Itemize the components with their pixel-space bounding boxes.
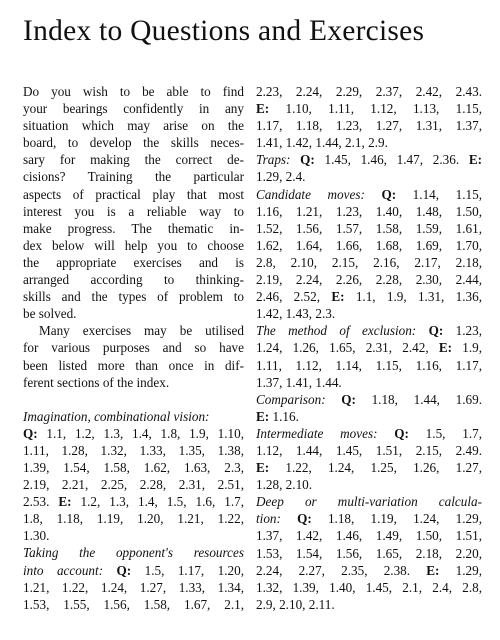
section-heading: Candidate moves: (256, 186, 365, 202)
text-line: dex below will help you to choose (23, 237, 244, 253)
index-section-deep-calculation (256, 493, 482, 613)
questions-label: Q: (297, 511, 312, 527)
index-line (23, 562, 244, 579)
index-line (256, 391, 482, 408)
index-line: 1.28, 2.10. (256, 477, 313, 493)
exercise-refs: 1.10, 1.11, 1.12, 1.13, 1.15, (269, 101, 482, 117)
text-line: your bearings confidently in any (23, 101, 244, 117)
index-line (256, 100, 482, 117)
index-section-intermediate-moves (256, 425, 482, 493)
question-refs: 1.23, (443, 323, 483, 339)
exercises-label: E: (256, 101, 270, 117)
page-title: Index to Questions and Exercises (23, 15, 425, 47)
questions-label: Q: (381, 186, 397, 202)
text-line: Do you wish to be able to find (23, 84, 244, 99)
text-line: skills and the types of problem to (23, 289, 244, 305)
index-line: 1.12, 1.44, 1.45, 1.51, 2.15, 2.49. (256, 442, 482, 458)
question-refs: 2.46, 2.52, (256, 289, 332, 305)
text-line: sary for making the correct de- (23, 152, 244, 168)
index-line (256, 339, 482, 356)
questions-label: Q: (116, 562, 132, 578)
exercise-refs: 1.16. (269, 408, 299, 424)
index-line: 1.62, 1.64, 1.66, 1.68, 1.69, 1.70, (256, 237, 482, 253)
section-heading: Deep or multi-variation calcula- (256, 494, 482, 510)
index-line (23, 425, 244, 442)
index-line: 2.8, 2.10, 2.15, 2.16, 2.17, 2.18, (256, 254, 482, 270)
index-line (256, 425, 482, 442)
text-line: Many exercises may be utilised (39, 323, 244, 339)
text-line: cisions? Training the particular (23, 169, 244, 185)
index-line: 1.32, 1.39, 1.40, 1.45, 2.1, 2.4, 2.8, (256, 579, 482, 595)
text-line: make progress. The thematic in- (23, 220, 244, 236)
index-section-imagination (23, 408, 244, 545)
exercises-label: E: (256, 408, 270, 424)
text-line: arranged according to thinking- (23, 272, 244, 288)
question-refs: 2.24, 2.27, 2.35, 2.38. (256, 562, 427, 578)
index-line: 1.42, 1.43, 2.3. (256, 306, 336, 322)
section-heading: The method of exclusion: (256, 323, 417, 339)
questions-label: Q: (428, 323, 444, 339)
index-line: 2.23, 2.24, 2.29, 2.37, 2.42, 2.43. (256, 84, 482, 99)
question-refs: 1.45, 1.46, 1.47, 2.36. (314, 152, 460, 168)
text-line: ferent sections of the index. (23, 374, 170, 390)
section-gap (23, 391, 244, 408)
index-section-traps (256, 151, 482, 185)
exercise-refs: 1.1, 1.9, 1.31, 1.36, (344, 289, 483, 305)
index-section-method-of-exclusion (256, 322, 482, 390)
left-column (23, 83, 244, 613)
index-line: 2.9, 2.10, 2.11. (256, 596, 335, 612)
index-line (256, 322, 482, 339)
text-line: for various purposes and so have (23, 340, 244, 356)
exercises-label: E: (256, 460, 270, 476)
index-line: 1.11, 1.12, 1.14, 1.15, 1.16, 1.17, (256, 357, 482, 373)
index-line: 1.30. (23, 528, 50, 544)
text-line: interest you is a reliable way to (23, 203, 244, 219)
two-column-body (23, 83, 482, 613)
index-line: 1.17, 1.18, 1.23, 1.27, 1.31, 1.37, (256, 118, 482, 134)
text-line: situation which may arise on the (23, 118, 244, 134)
intro-paragraph-2 (23, 322, 244, 390)
exercise-refs: 1.2, 1.3, 1.4, 1.5, 1.6, 1.7, (71, 494, 245, 510)
index-line: 2.19, 2.24, 2.26, 2.28, 2.30, 2.44, (256, 272, 482, 288)
exercises-label: E: (331, 289, 345, 305)
index-section-opponent-resources-continued (256, 83, 482, 151)
section-heading: Intermediate moves: (256, 425, 378, 441)
index-section-opponent-resources (23, 544, 244, 612)
section-heading: Taking the opponent's resources (23, 545, 244, 561)
index-line: 1.29, 2.4. (256, 169, 306, 185)
index-section-candidate-moves (256, 186, 482, 323)
section-heading: tion: (256, 511, 281, 527)
exercise-refs: 1.29, (439, 562, 482, 578)
index-line: 1.11, 1.28, 1.32, 1.33, 1.35, 1.38, (23, 442, 244, 458)
index-line: 1.16, 1.21, 1.23, 1.40, 1.48, 1.50, (256, 203, 482, 219)
index-line: 1.52, 1.56, 1.57, 1.58, 1.59, 1.61, (256, 220, 482, 236)
index-line: 1.53, 1.55, 1.56, 1.58, 1.67, 2.1, (23, 596, 244, 612)
index-line (256, 151, 482, 168)
index-section-comparison (256, 391, 482, 425)
index-line: 1.8, 1.18, 1.19, 1.20, 1.21, 1.22, (23, 511, 244, 527)
exercise-refs: 1.9, (452, 340, 483, 356)
index-line: 1.39, 1.54, 1.58, 1.62, 1.63, 2.3, (23, 459, 244, 475)
question-refs: 1.1, 1.2, 1.3, 1.4, 1.8, 1.9, 1.10, (37, 425, 244, 441)
index-line (256, 562, 482, 579)
index-line: 1.41, 1.42, 1.44, 2.1, 2.9. (256, 135, 388, 151)
section-heading: into account: (23, 562, 104, 578)
index-line (256, 459, 482, 476)
question-refs: 2.53. (23, 494, 59, 510)
index-line: 1.21, 1.22, 1.24, 1.27, 1.33, 1.34, (23, 579, 244, 595)
exercises-label: E: (438, 340, 453, 356)
index-line (256, 288, 482, 305)
section-heading: Comparison: (256, 391, 326, 407)
section-heading: Traps: (256, 152, 291, 168)
questions-label: Q: (23, 425, 38, 441)
index-line: 1.37, 1.42, 1.46, 1.49, 1.50, 1.51, (256, 528, 482, 544)
question-refs: 1.5, 1.7, (408, 425, 483, 441)
section-heading: Imagination, combinational vision: (23, 408, 210, 424)
questions-label: Q: (341, 391, 356, 407)
index-line (256, 510, 482, 527)
question-refs: 1.18, 1.19, 1.24, 1.29, (311, 511, 483, 527)
index-line: 1.37, 1.41, 1.44. (256, 374, 342, 390)
questions-label: Q: (394, 425, 409, 441)
text-line: the appropriate exercises and is (23, 254, 244, 270)
intro-paragraph-1 (23, 83, 244, 322)
text-line: been listed more than once in dif- (23, 357, 244, 373)
exercises-label: E: (468, 152, 483, 168)
question-refs: 1.14, 1.15, (396, 186, 483, 202)
right-column (256, 83, 482, 613)
question-refs: 1.5, 1.17, 1.20, (131, 562, 245, 578)
exercises-label: E: (426, 562, 440, 578)
index-line (23, 493, 244, 510)
text-line: aspects of practical play that most (23, 186, 244, 202)
index-line: 1.53, 1.54, 1.56, 1.65, 2.18, 2.20, (256, 545, 482, 561)
text-line: be solved. (23, 306, 77, 322)
exercise-refs: 1.22, 1.24, 1.25, 1.26, 1.27, (269, 460, 482, 476)
exercises-label: E: (58, 494, 72, 510)
question-refs: 1.24, 1.26, 1.65, 2.31, 2.42, (256, 340, 439, 356)
question-refs: 1.18, 1.44, 1.69. (355, 391, 483, 407)
index-line (256, 408, 482, 425)
text-line: board, to develop the skills neces- (23, 135, 244, 151)
questions-label: Q: (300, 152, 315, 168)
index-line: 2.19, 2.21, 2.25, 2.28, 2.31, 2.51, (23, 477, 244, 493)
index-line (256, 186, 482, 203)
